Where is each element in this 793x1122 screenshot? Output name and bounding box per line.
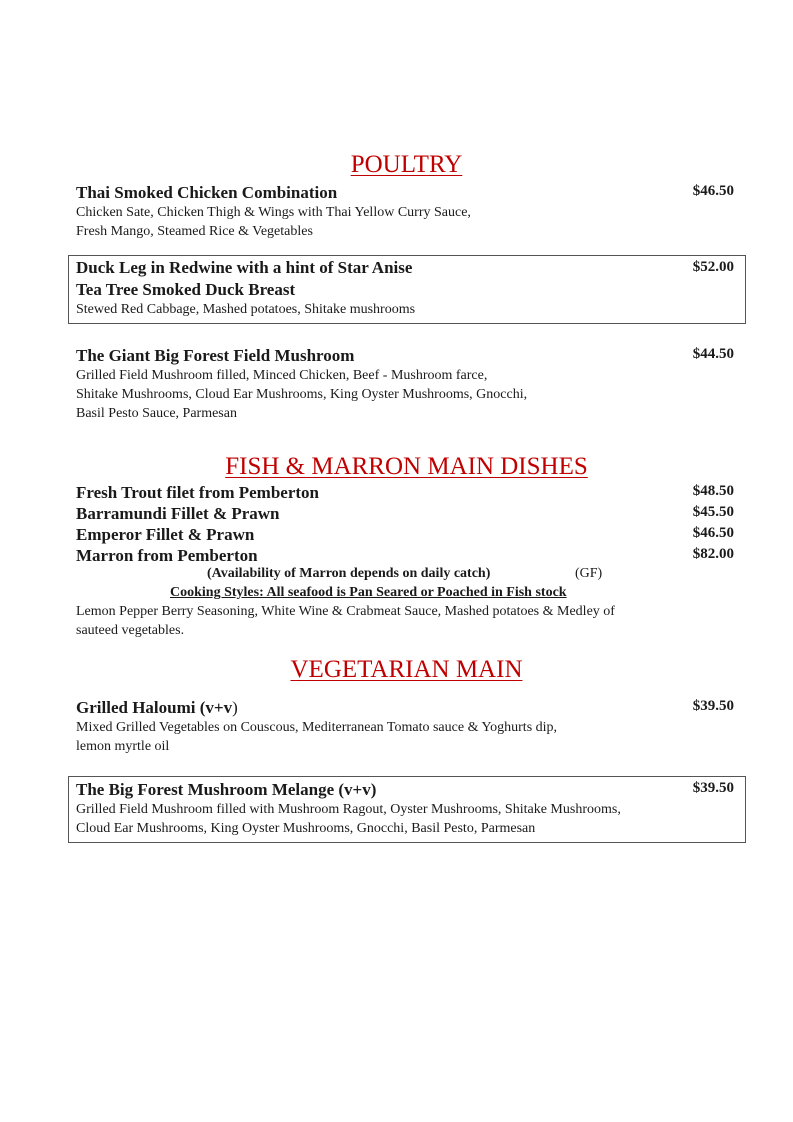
item-description: Basil Pesto Sauce, Parmesan [76, 406, 237, 421]
menu-item-giant-mushroom [76, 346, 734, 423]
gf-badge: (GF) [575, 566, 603, 581]
fish-item-list [76, 483, 734, 567]
menu-item-thai-chicken [76, 183, 734, 241]
item-price: $46.50 [692, 525, 734, 541]
item-name-text: Grilled Haloumi (v+v [76, 698, 233, 717]
item-description: lemon myrtle oil [76, 739, 170, 754]
item-name: Fresh Trout filet from Pemberton [76, 483, 319, 502]
item-name-secondary: Tea Tree Smoked Duck Breast [76, 280, 296, 299]
item-name [76, 698, 734, 718]
vegetarian-heading: VEGETARIAN MAIN [290, 656, 523, 683]
item-name: Barramundi Fillet & Prawn [76, 504, 280, 523]
item-name: The Giant Big Forest Field Mushroom [76, 346, 355, 365]
menu-item-trout [76, 483, 734, 504]
marron-availability-note: (Availability of Marron depends on daily catch) [207, 566, 491, 581]
menu-item-melange [76, 780, 734, 838]
item-description: Shitake Mushrooms, Cloud Ear Mushrooms, King Oyster Mushrooms, Gnocchi, [76, 387, 528, 402]
item-price: $82.00 [692, 546, 734, 562]
item-name: Duck Leg in Redwine with a hint of Star Anise [76, 258, 413, 277]
item-name: Thai Smoked Chicken Combination [76, 183, 338, 202]
item-description: Chicken Sate, Chicken Thigh & Wings with Thai Yellow Curry Sauce, [76, 205, 471, 220]
item-name-paren: ) [232, 698, 238, 717]
item-description: Stewed Red Cabbage, Mashed potatoes, Shitake mushrooms [76, 302, 416, 317]
item-price: $39.50 [692, 780, 734, 796]
item-description: Cloud Ear Mushrooms, King Oyster Mushrooms, Gnocchi, Basil Pesto, Parmesan [76, 821, 536, 836]
menu-item-barramundi [76, 504, 734, 525]
item-price: $45.50 [692, 504, 734, 520]
poultry-heading: POULTRY [350, 151, 463, 178]
item-name: Emperor Fillet & Prawn [76, 525, 255, 544]
item-price: $46.50 [692, 183, 734, 199]
item-price: $52.00 [692, 259, 734, 275]
item-description: Grilled Field Mushroom filled, Minced Chicken, Beef - Mushroom farce, [76, 368, 488, 383]
fish-heading: FISH & MARRON MAIN DISHES [225, 453, 588, 480]
item-description: Grilled Field Mushroom filled with Mushroom Ragout, Oyster Mushrooms, Shitake Mushrooms, [76, 802, 621, 817]
item-description: Lemon Pepper Berry Seasoning, White Wine & Crabmeat Sauce, Mashed potatoes & Medley of [76, 604, 615, 619]
item-price: $39.50 [692, 698, 734, 714]
menu-item-emperor [76, 525, 734, 546]
item-price: $44.50 [692, 346, 734, 362]
fish-description [76, 602, 734, 640]
item-description: sauteed vegetables. [76, 623, 185, 638]
menu-item-duck [76, 258, 734, 319]
menu-item-haloumi [76, 698, 734, 756]
item-price: $48.50 [692, 483, 734, 499]
item-description: Mixed Grilled Vegetables on Couscous, Mediterranean Tomato sauce & Yoghurts dip, [76, 720, 558, 735]
item-name: Marron from Pemberton [76, 546, 258, 565]
item-description: Fresh Mango, Steamed Rice & Vegetables [76, 224, 313, 239]
menu-item-marron [76, 546, 734, 567]
cooking-styles-note: Cooking Styles: All seafood is Pan Seared or Poached in Fish stock [170, 585, 567, 600]
item-name: The Big Forest Mushroom Melange (v+v) [76, 780, 377, 799]
